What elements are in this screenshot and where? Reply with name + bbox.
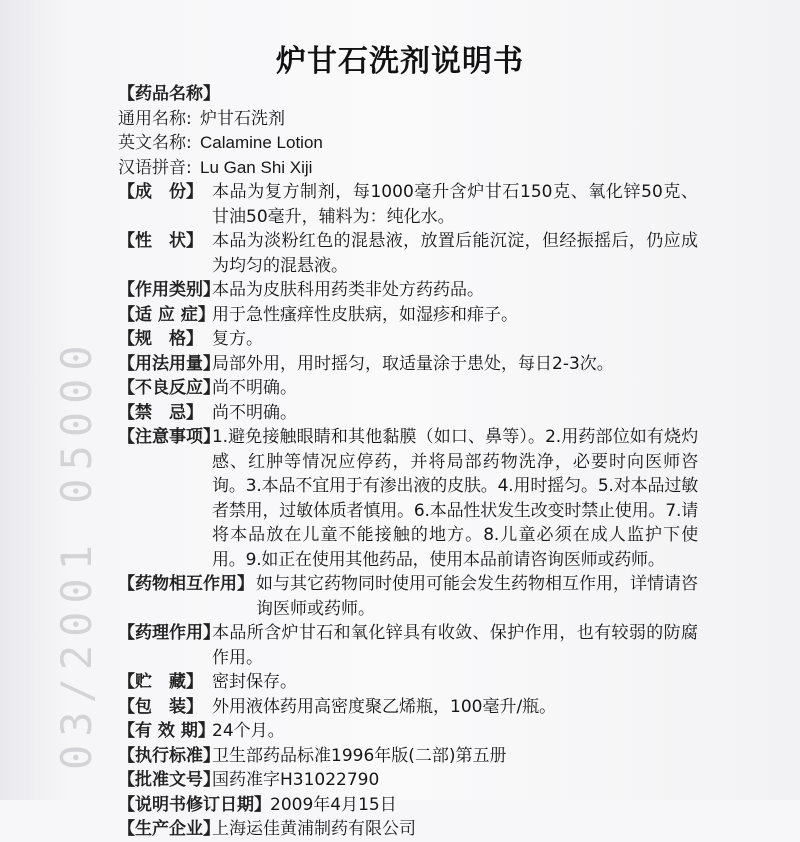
precautions-row [118,425,698,572]
contraindications-value: 尚不明确。 [212,402,297,423]
packaging-label: 【包 装】 [118,696,203,717]
revision-date-row [118,793,698,818]
generic-name-label: 通用名称: [118,108,192,129]
precautions-value: 1.避免接触眼睛和其他黏膜（如口、鼻等）。2.用药部位如有烧灼感、红肿等情况应停药，并将局部药物洗净，必要时向医师咨询。3.本品不宜用于有渗出液的皮肤。4.用时摇匀。5.对本品过敏者禁用，过敏体质者慎用。6.本品性状发生改变时禁止使用。7.请将本品放在儿童不能接触的地方。8.儿童必须在成人监护下使用。9.如正在使用其他药品，使用本品前请咨询医师或药师。 [212,427,698,570]
approval-number-label: 【批准文号】 [118,770,220,790]
dosage-value: 局部外用，用时摇匀，取适量涂于患处，每日2-3次。 [212,353,614,374]
contraindications-label: 【禁 忌】 [118,402,203,423]
standard-label: 【执行标准】 [118,745,220,766]
leaflet-content [118,82,698,842]
manufacturer-label: 【生产企业】 [118,819,220,839]
ingredients-label: 【成 份】 [118,182,203,202]
adverse-reactions-label: 【不良反应】 [118,378,220,398]
pharmacology-label: 【药理作用】 [118,623,220,643]
dosage-label: 【用法用量】 [118,353,220,374]
standard-value: 卫生部药品标准1996年版(二部)第五册 [212,745,507,766]
english-name-label: 英文名称: [118,133,192,153]
page-title: 炉甘石洗剂说明书 [276,44,524,79]
contraindications-row [118,401,698,426]
specification-value: 复方。 [212,329,263,349]
generic-name-value: 炉甘石洗剂 [200,108,285,128]
dosage-row [118,352,698,377]
indications-value: 用于急性瘙痒性皮肤病，如湿疹和痱子。 [212,304,518,325]
precautions-label: 【注意事项】 [118,427,220,447]
storage-label: 【贮 藏】 [118,672,203,692]
standard-row [118,744,698,769]
pinyin-name-label: 汉语拼音: [118,157,192,178]
manufacturer-row [118,817,698,842]
pharmacology-row [118,621,698,670]
storage-row [118,670,698,695]
category-row [118,278,698,303]
drug-name-section [118,82,698,107]
interactions-row [118,572,698,621]
expiry-label: 【有 效 期】 [118,721,215,741]
english-name-row [118,131,698,156]
expiry-value: 24个月。 [212,721,285,741]
side-print-strip [12,150,101,770]
appearance-label: 【性 状】 [118,231,203,251]
appearance-row [118,229,698,278]
indications-label: 【适 应 症】 [118,304,215,325]
storage-value: 密封保存。 [212,672,297,692]
approval-number-value: 国药准字H31022790 [212,770,380,790]
revision-date-value: 2009年4月15日 [270,794,397,815]
appearance-value: 本品为淡粉红色的混悬液，放置后能沉淀，但经振摇后，仍应成为均匀的混悬液。 [212,231,698,276]
category-label: 【作用类别】 [118,280,220,300]
revision-date-label: 【说明书修订日期】 [118,794,271,815]
approval-number-row [118,768,698,793]
pinyin-name-row [118,156,698,181]
pharmacology-value: 本品所含炉甘石和氧化锌具有收敛、保护作用，也有较弱的防腐作用。 [212,623,698,668]
side-print-code: 03/2001 05000 [52,337,101,770]
pinyin-name-value: Lu Gan Shi Xiji [200,157,313,177]
category-value: 本品为皮肤科用药类非处方药药品。 [212,280,484,300]
english-name-value: Calamine Lotion [200,133,323,152]
ingredients-row [118,180,698,229]
specification-label: 【规 格】 [118,329,203,349]
ingredients-value: 本品为复方制剂，每1000毫升含炉甘石150克、氧化锌50克、甘油50毫升，辅料为：纯化水。 [212,182,698,227]
generic-name-row [118,107,698,132]
expiry-row [118,719,698,744]
specification-row [118,327,698,352]
indications-row [118,303,698,328]
manufacturer-value: 上海运佳黄浦制药有限公司 [212,819,416,839]
packaging-value: 外用液体药用高密度聚乙烯瓶，100毫升/瓶。 [212,696,557,717]
interactions-value: 如与其它药物同时使用可能会发生药物相互作用，详情请咨询医师或药师。 [256,574,698,619]
drug-name-header: 【药品名称】 [118,84,220,104]
adverse-reactions-value: 尚不明确。 [212,378,297,398]
packaging-row [118,695,698,720]
interactions-label: 【药物相互作用】 [118,574,254,594]
adverse-reactions-row [118,376,698,401]
